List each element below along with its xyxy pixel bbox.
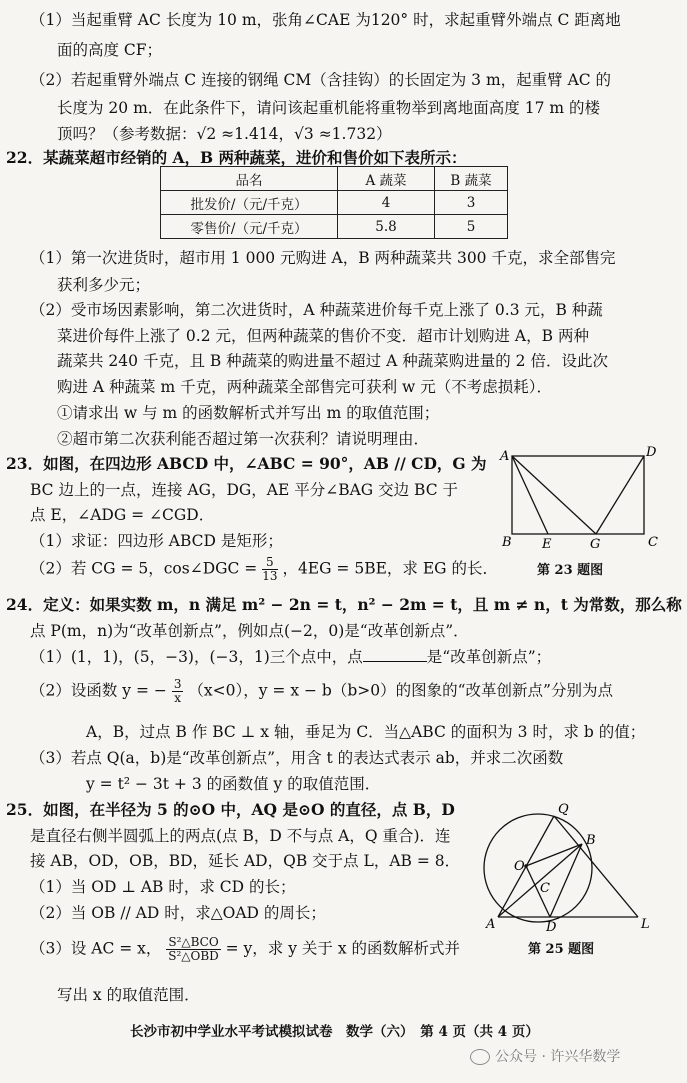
page-footer: 长沙市初中学业水平考试模拟试卷 数学（六） 第 4 页（共 4 页）	[130, 1024, 539, 1040]
table-cell: 4	[338, 191, 435, 215]
function-fraction	[172, 678, 184, 705]
table-header-row	[161, 167, 508, 191]
figure-25	[478, 800, 678, 940]
q22-part1-line1: （1）第一次进货时，超市用 1 000 元购进 A，B 两种蔬菜共 300 千克，求全部售完	[30, 249, 616, 267]
q23-stem-line3: 点 E，∠ADG = ∠CGD．	[30, 506, 215, 524]
rectangle-abcd	[512, 456, 644, 534]
q24-part3-line1: （3）若点 Q(a，b)是“改革创新点”，用含 t 的表达式表示 ab，并求二次函数	[30, 749, 564, 767]
q22-part2-line3: 蔬菜共 240 千克，且 B 种蔬菜的购进量不超过 A 种蔬菜购进量的 2 倍．设此次	[57, 352, 608, 370]
label-e: E	[542, 537, 552, 552]
q22-sub2: ②超市第二次获利能否超过第一次获利？请说明理由．	[57, 430, 430, 448]
q21-part2-line2: 长度为 20 m．在此条件下，请问该起重机能将重物举到离地面高度 17 m 的楼	[57, 99, 600, 117]
q24-part2-pre: （2）设函数 y = −	[30, 681, 167, 700]
q25-stem-line1: 25．如图，在半径为 5 的⊙O 中，AQ 是⊙O 的直径，点 B，D	[6, 800, 455, 819]
figure-23	[496, 446, 666, 556]
wechat-icon	[470, 1049, 490, 1065]
q22-part2-line4: 购进 A 种蔬菜 m 千克，两种蔬菜全部售完可获利 w 元（不考虑损耗）．	[57, 378, 552, 396]
q24-part1	[30, 647, 551, 667]
q23-part2-pre: （2）若 CG = 5，cos∠DGC =	[30, 559, 258, 578]
q24-part3-line2: y = t² − 3t + 3 的函数值 y 的取值范围．	[86, 775, 381, 793]
segment-ae	[512, 456, 548, 534]
q25-part1: （1）当 OD ⊥ AB 时，求 CD 的长；	[30, 878, 296, 896]
q24-part2-line1	[30, 678, 613, 705]
q22-part2-line1: （2）受市场因素影响，第二次进货时，A 种蔬菜进价每千克上涨了 0.3 元，B 种蔬	[30, 301, 603, 319]
label-l: L	[641, 917, 650, 932]
fraction-numerator: 3	[173, 677, 182, 691]
q23-stem-line2: BC 边上的一点，连接 AG，DG，AE 平分∠BAG 交边 BC 于	[30, 481, 458, 499]
q22-part2-line2: 菜进价每件上涨了 0.2 元，但两种蔬菜的售价不变．超市计划购进 A，B 两种	[57, 327, 589, 345]
center-point	[524, 864, 528, 868]
label-d: D	[546, 920, 557, 935]
figure-25-caption: 第 25 题图	[528, 942, 595, 957]
fraction-denominator: 13	[262, 569, 278, 583]
label-a: A	[486, 917, 496, 932]
q24-part2-line2: A，B，过点 B 作 BC ⊥ x 轴，垂足为 C．当△ABC 的面积为 3 时，求 b 的值；	[86, 723, 646, 741]
label-b: B	[502, 535, 512, 550]
q25-part2: （2）当 OB // AD 时，求△OAD 的周长；	[30, 904, 326, 922]
q23-part2	[30, 556, 498, 583]
watermark	[470, 1046, 620, 1066]
q24-stem-line2: 点 P(m，n)为“改革创新点”，例如点(−2，0)是“改革创新点”．	[30, 622, 469, 640]
table-row	[161, 191, 508, 215]
q25-part3-pre: （3）设 AC = x，	[30, 939, 162, 958]
q21-part2-line3: 顶吗？（参考数据：√2 ≈1.414，√3 ≈1.732）	[57, 125, 392, 143]
table-cell: 3	[435, 191, 508, 215]
q21-part1-line1: （1）当起重臂 AC 长度为 10 m，张角∠CAE 为120° 时，求起重臂外端点 C 距离地	[30, 11, 621, 29]
label-b: B	[586, 833, 596, 848]
fraction-numerator: S²△BCO	[168, 935, 219, 949]
q25-part3-post: = y，求 y 关于 x 的函数解析式并	[225, 939, 461, 958]
table-cell: 批发价/（元/千克）	[161, 191, 338, 215]
q25-stem-line3: 接 AB，OD，OB，BD，延长 AD，QB 交于点 L，AB = 8．	[30, 852, 461, 870]
fraction-denominator: x	[174, 691, 182, 705]
segment-ql	[554, 816, 638, 917]
segment-dg	[596, 456, 644, 534]
label-q: Q	[558, 802, 569, 817]
q24-part1-post: 是“改革创新点”；	[426, 648, 552, 666]
circle-o	[484, 814, 592, 922]
q21-part2-line1: （2）若起重臂外端点 C 连接的钢绳 CM（含挂钩）的长固定为 3 m，起重臂 AC 的	[30, 71, 612, 89]
table-header-cell: 品名	[161, 167, 338, 191]
label-g: G	[590, 537, 601, 552]
q23-part2-post: ，4EG = 5BE，求 EG 的长．	[282, 559, 498, 578]
label-d: D	[646, 446, 657, 460]
table-header-cell: A 蔬菜	[338, 167, 435, 191]
q23-part1: （1）求证：四边形 ABCD 是矩形；	[30, 532, 283, 550]
fraction-numerator: 5	[262, 556, 277, 570]
label-c: C	[648, 535, 658, 550]
price-table	[160, 166, 508, 239]
q24-part1-pre: （1）(1，1)，(5，−3)，(−3，1)三个点中，点	[30, 648, 363, 666]
fraction-denominator: S²△OBD	[168, 949, 219, 963]
q22-stem: 22．某蔬菜超市经销的 A，B 两种蔬菜，进价和售价如下表所示：	[6, 148, 467, 167]
q24-stem-line1: 24．定义：如果实数 m，n 满足 m² − 2n = t，n² − 2m = t，且 m ≠ n，t 为常数，那么称	[6, 595, 682, 614]
q25-stem-line2: 是直径右侧半圆弧上的两点(点 B，D 不与点 A，Q 重合)．连	[30, 827, 451, 845]
q25-part3-line2: 写出 x 的取值范围．	[57, 986, 200, 1004]
table-cell: 5.8	[338, 215, 435, 239]
q22-sub1: ①请求出 w 与 m 的函数解析式并写出 m 的取值范围；	[57, 404, 440, 422]
watermark-text: 公众号 · 许兴华数学	[495, 1049, 621, 1065]
q22-part1-line2: 获利多少元；	[57, 276, 151, 294]
table-cell: 5	[435, 215, 508, 239]
answer-blank[interactable]	[363, 647, 427, 662]
figure-23-caption: 第 23 题图	[537, 563, 604, 578]
table-cell: 零售价/（元/千克）	[161, 215, 338, 239]
label-o: O	[514, 859, 525, 874]
label-c: C	[540, 881, 550, 896]
q21-part1-line2: 面的高度 CF；	[57, 41, 163, 59]
segment-ag	[512, 456, 596, 534]
q25-part3-line1	[30, 936, 460, 963]
q23-stem-line1: 23．如图，在四边形 ABCD 中，∠ABC = 90°，AB // CD，G 为	[6, 454, 487, 473]
table-header-cell: B 蔬菜	[435, 167, 508, 191]
table-row	[161, 215, 508, 239]
q24-part2-post: （x<0），y = x − b（b>0）的图象的“改革创新点”分别为点	[188, 681, 613, 700]
area-ratio-fraction	[166, 936, 220, 963]
cos-fraction	[262, 556, 277, 583]
label-a: A	[500, 449, 510, 464]
